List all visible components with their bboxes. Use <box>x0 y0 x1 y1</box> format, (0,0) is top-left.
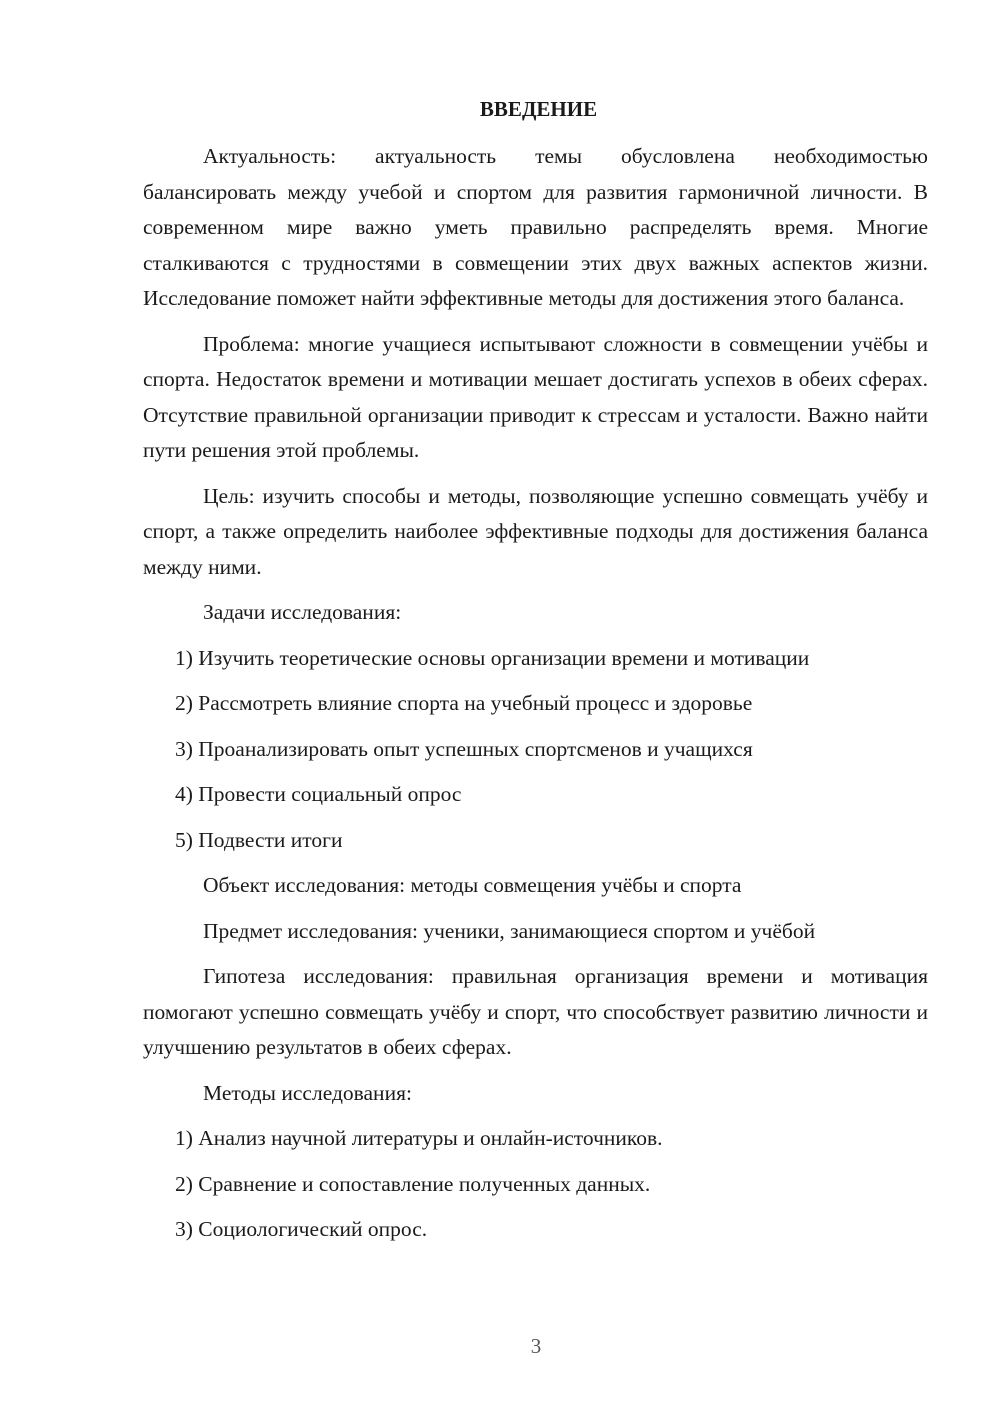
tasks-title: Задачи исследования: <box>203 600 402 624</box>
document-page <box>143 92 928 1258</box>
method-item: 1) Анализ научной литературы и онлайн-источников. <box>175 1126 663 1150</box>
hypothesis-paragraph: Гипотеза исследования: правильная организация времени и мотивация помогают успешно совмещать учёбу и спорт, что способствует развитию личности и улучшению результатов в обеих сферах. <box>143 964 928 1059</box>
section-heading: ВВЕДЕНИЕ <box>479 97 598 121</box>
problem-paragraph: Проблема: многие учащиеся испытывают сложности в совмещении учёбы и спорта. Недостаток времени и мотивации мешает достигать успехов в обеих сферах. Отсутствие правильной организации приводит к стрессам и усталости. Важно найти пути решения этой проблемы. <box>143 331 928 462</box>
page-number: 3 <box>530 1334 542 1358</box>
task-item: 5) Подвести итоги <box>175 827 343 852</box>
task-item: 4) Провести социальный опрос <box>175 782 462 806</box>
task-item: 2) Рассмотреть влияние спорта на учебный процесс и здоровье <box>175 691 753 715</box>
task-item: 1) Изучить теоретические основы организации времени и мотивации <box>175 645 810 670</box>
method-item: 3) Социологический опрос. <box>175 1217 428 1241</box>
task-item: 3) Проанализировать опыт успешных спортсменов и учащихся <box>175 736 753 761</box>
methods-title: Методы исследования: <box>203 1080 412 1105</box>
object-line: Объект исследования: методы совмещения учёбы и спорта <box>203 873 742 897</box>
subject-line: Предмет исследования: ученики, занимающиеся спортом и учёбой <box>203 918 816 943</box>
relevance-paragraph: Актуальность: актуальность темы обусловлена необходимостью балансировать между учебой и спортом для развития гармоничной личности. В современном мире важно уметь правильно распределять время. Многие сталкиваются с трудностями в совмещении этих двух важных аспектов жизни. Исследование поможет найти эффективные методы для достижения этого баланса. <box>143 144 928 310</box>
method-item: 2) Сравнение и сопоставление полученных данных. <box>175 1171 651 1196</box>
goal-paragraph: Цель: изучить способы и методы, позволяющие успешно совмещать учёбу и спорт, а также определить наиболее эффективные подходы для достижения баланса между ними. <box>143 483 928 579</box>
